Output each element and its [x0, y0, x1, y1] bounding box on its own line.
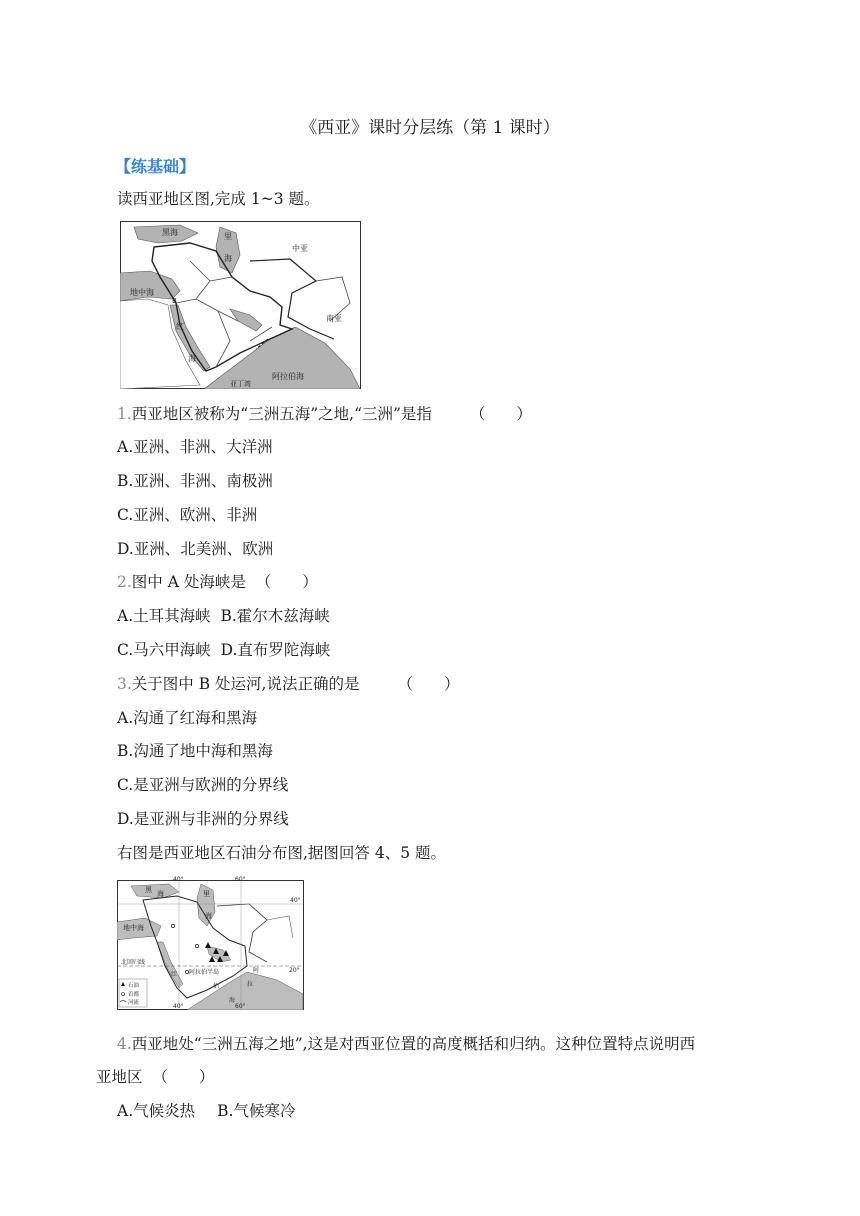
question-2-options-cd [117, 640, 330, 660]
label-aden: 亚丁湾 [230, 380, 251, 388]
label-black-sea: 黑海 [162, 228, 178, 237]
label-arabian-sea: 阿拉伯海 [272, 372, 304, 381]
question-3-option-a: A.沟通了红海和黑海 [117, 709, 258, 727]
label-lon60-top: 60° [235, 876, 246, 883]
question-4-option-b: B.气候寒冷 [217, 1102, 296, 1120]
legend-oil: 石油 [128, 983, 140, 989]
question-1-stem: 1.西亚地区被称为“三洲五海”之地,“三洲”是指 （ ） [117, 405, 532, 423]
question-4-options [117, 1101, 295, 1121]
question-3-option-d: D.是亚洲与非洲的分界线 [117, 810, 289, 828]
label-mediterranean: 地中海 [123, 924, 144, 932]
question-4-option-a: A.气候炎热 [117, 1102, 196, 1120]
intro-text-2: 右图是西亚地区石油分布图,据图回答 4、5 题。 [117, 844, 447, 862]
legend-river: 河流 [128, 1000, 140, 1006]
question-4-stem-line-2: 亚地区 （ ） [96, 1068, 215, 1086]
question-3-stem: 3.关于图中 B 处运河,说法正确的是 （ ） [117, 675, 460, 693]
question-4-stem-line-1: 4.西亚地处“三洲五海之地”,这是对西亚位置的高度概括和归纳。这种位置特点说明西 [117, 1035, 696, 1053]
label-red-1: 红 [176, 322, 184, 331]
label-sea-1: 阿 [253, 967, 260, 974]
label-peninsula: 阿拉伯半岛 [189, 969, 220, 976]
label-lon40-top: 40° [173, 876, 184, 883]
question-1-option-a: A.亚洲、非洲、大洋洲 [117, 438, 273, 456]
label-lon60-bottom: 60° [235, 1003, 246, 1010]
label-red-2: 海 [188, 354, 196, 363]
label-caspian-2: 海 [224, 254, 232, 263]
label-caspian-1: 里 [224, 232, 232, 241]
label-lat20: 20° [289, 967, 300, 974]
label-red: 红 [171, 971, 178, 978]
question-2-option-c: C.马六甲海峡 [117, 641, 211, 659]
question-3-option-b: B.沟通了地中海和黑海 [117, 742, 273, 760]
question-1-option-b: B.亚洲、非洲、南极洲 [117, 472, 273, 490]
label-central-asia: 中亚 [292, 244, 308, 253]
label-black-2: 海 [157, 890, 164, 898]
west-asia-oil-map [117, 876, 304, 1010]
section-heading: 【练基础】 [115, 157, 196, 176]
label-sea-2: 拉 [247, 981, 254, 988]
question-2-option-a: A.土耳其海峡 [117, 607, 211, 625]
question-2-stem: 2.图中 A 处海峡是 （ ） [117, 573, 318, 591]
label-point-b: B [172, 297, 177, 305]
intro-text-1: 读西亚地区图,完成 1~3 题。 [117, 190, 320, 208]
label-lat40: 40° [290, 897, 301, 904]
question-2-option-d: D.直布罗陀海峡 [220, 641, 331, 659]
label-sea-3: 伯 [213, 983, 220, 990]
label-caspian-2: 海 [205, 912, 212, 920]
question-1-option-d: D.亚洲、北美洲、欧洲 [117, 540, 274, 558]
question-2-options-ab [117, 606, 330, 626]
label-caspian-1: 里 [203, 890, 210, 898]
page-title: 《西亚》课时分层练（第 1 课时） [300, 118, 560, 138]
label-black-1: 黑 [145, 886, 152, 894]
label-tropic: 北回归线 [121, 959, 146, 966]
question-1-option-c: C.亚洲、欧洲、非洲 [117, 506, 258, 524]
west-asia-map [120, 221, 361, 389]
question-2-option-b: B.霍尔木兹海峡 [220, 607, 330, 625]
question-3-option-c: C.是亚洲与欧洲的分界线 [117, 776, 289, 794]
label-mediterranean: 地中海 [130, 288, 154, 297]
label-south-asia: 南亚 [326, 314, 342, 323]
label-sea-4: 海 [229, 997, 236, 1004]
label-lon40-bottom: 40° [173, 1003, 184, 1010]
legend-capital: 首都 [128, 992, 140, 998]
